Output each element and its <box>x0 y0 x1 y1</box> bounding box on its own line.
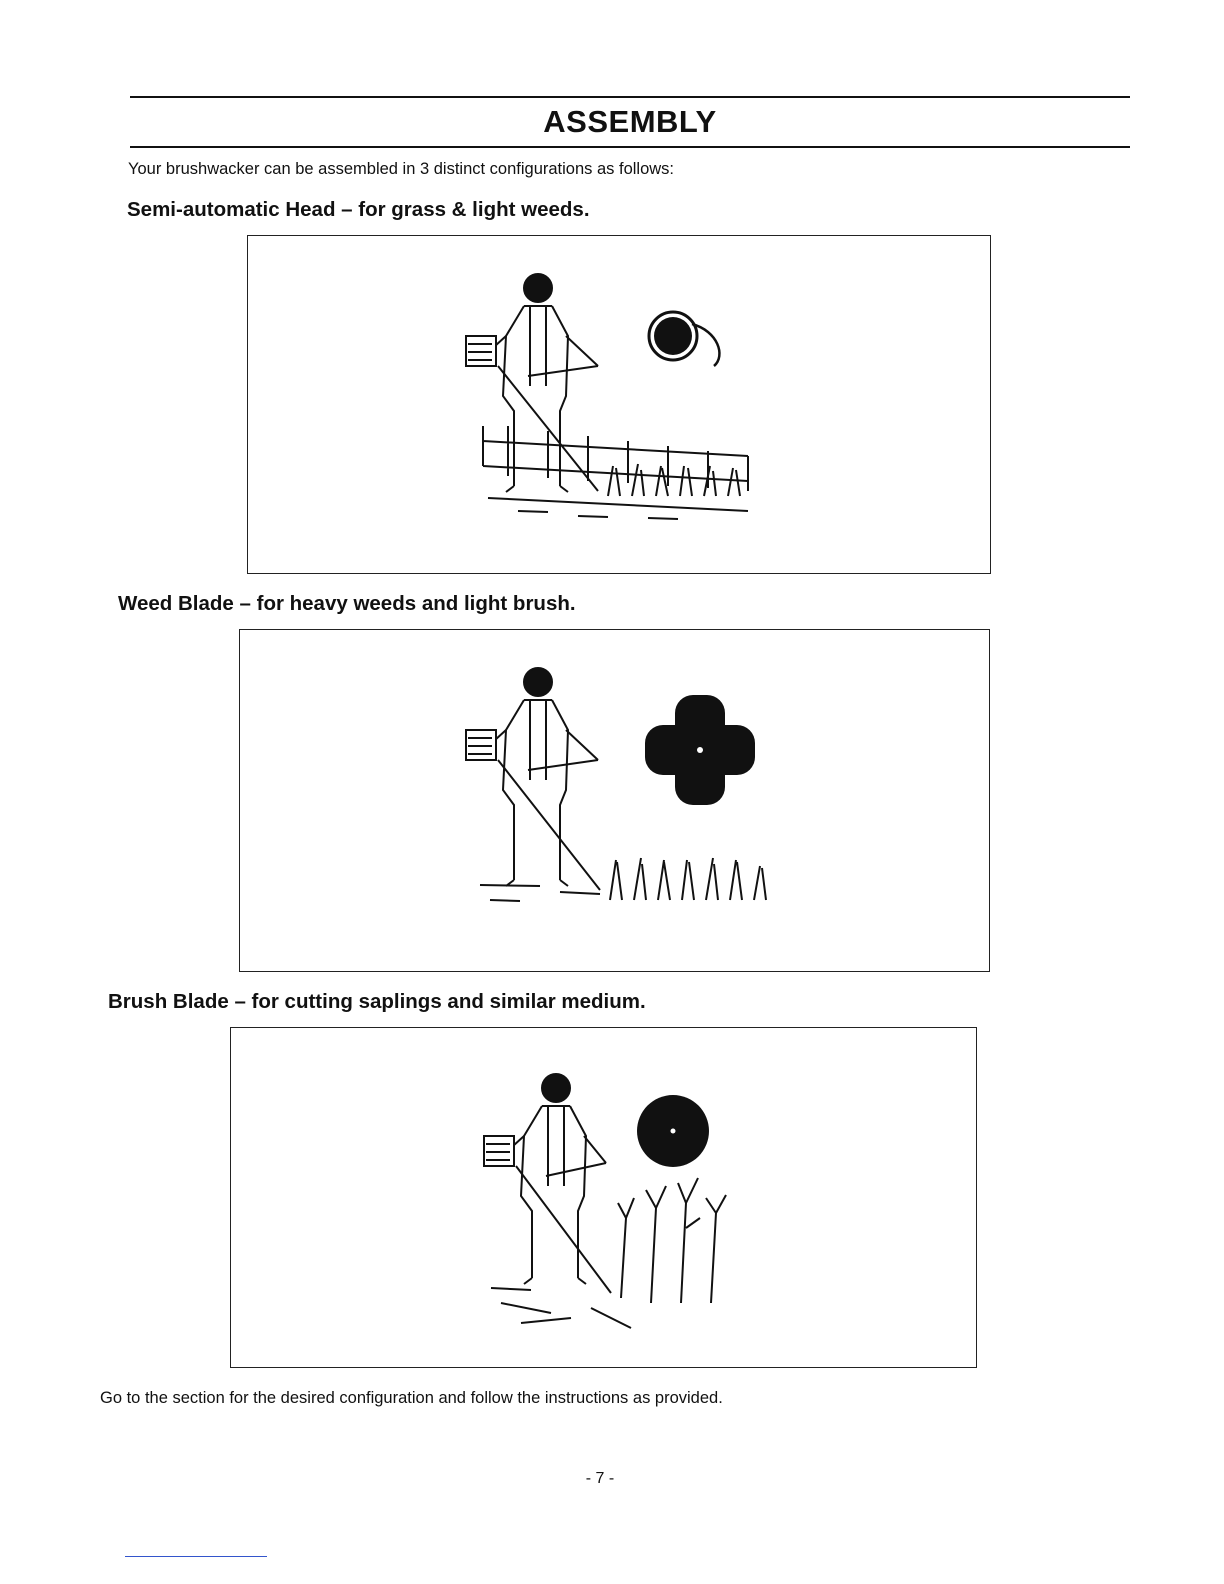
operator-trimmer-illustration <box>248 236 989 572</box>
page-number: - 7 - <box>585 1470 615 1487</box>
brush-blade-panel <box>230 1027 977 1368</box>
semi-automatic-head-heading: Semi-automatic Head – for grass & light weeds. <box>127 198 590 221</box>
title-rule-bottom <box>130 146 1130 148</box>
title-rule-top <box>130 96 1130 98</box>
bottom-link-underline <box>125 1556 267 1557</box>
brush-blade-icon <box>637 1095 709 1167</box>
intro-text: Your brushwacker can be assembled in 3 distinct configurations as follows: <box>128 160 675 178</box>
weed-blade-icon <box>645 695 755 805</box>
weed-blade-panel <box>239 629 990 972</box>
page-title: ASSEMBLY <box>543 104 717 139</box>
operator-weed-blade-illustration <box>240 630 988 970</box>
operator-brush-blade-illustration <box>231 1028 975 1366</box>
trimmer-head-icon <box>649 312 719 366</box>
brush-blade-heading: Brush Blade – for cutting saplings and similar medium. <box>108 990 646 1013</box>
semi-automatic-head-panel <box>247 235 991 574</box>
footer-instruction: Go to the section for the desired configuration and follow the instructions as provided. <box>100 1389 723 1407</box>
weed-blade-heading: Weed Blade – for heavy weeds and light brush. <box>118 592 576 615</box>
